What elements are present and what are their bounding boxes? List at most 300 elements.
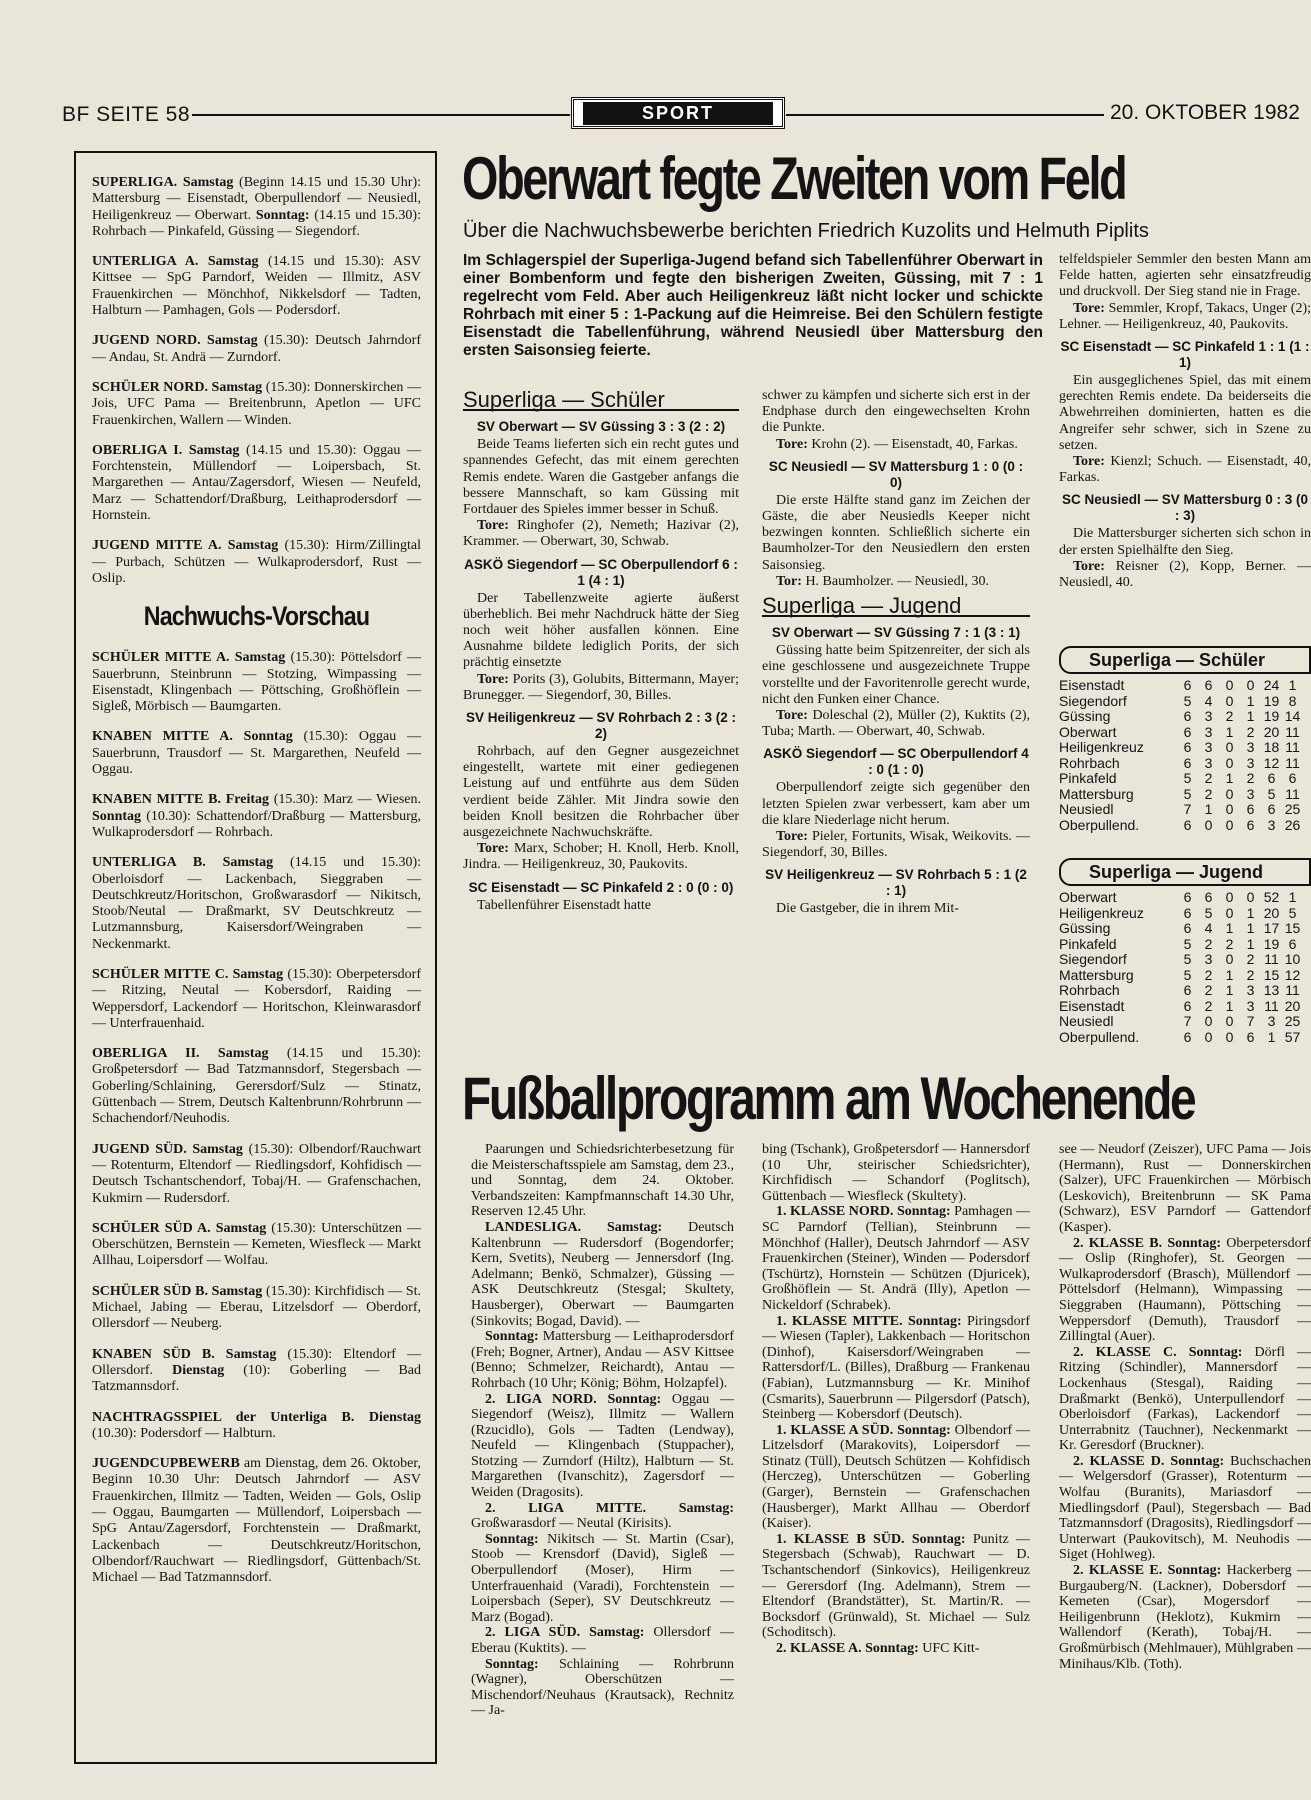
table-cell: 0 bbox=[1225, 785, 1234, 802]
table-cell: 5 bbox=[1183, 951, 1192, 967]
program-paragraph bbox=[471, 1329, 734, 1391]
page-number: BF SEITE 58 bbox=[62, 103, 191, 126]
table-cell: 3 bbox=[1246, 997, 1255, 1014]
match-result: SC Eisenstadt — SC Pinkafeld 1 : 1 (1 : 1) bbox=[1060, 339, 1310, 371]
table-cell: 6 bbox=[1204, 889, 1213, 905]
table-cell: 4 bbox=[1204, 692, 1213, 709]
table-cell: 1 bbox=[1225, 982, 1234, 998]
table-cell: 0 bbox=[1246, 889, 1255, 905]
match-result: SV Heiligenkreuz — SV Rohrbach 5 : 1 (2 : 1) bbox=[765, 867, 1027, 899]
table-cell: 8 bbox=[1288, 692, 1297, 709]
table-cell: 0 bbox=[1225, 904, 1234, 921]
table-team: Mattersburg bbox=[1059, 966, 1134, 983]
scorers-text: H. Baumholzer. — Neusiedl, 30. bbox=[801, 573, 989, 589]
table-cell: 6 bbox=[1183, 1028, 1192, 1045]
program-text: Oggau — Siegendorf (Weisz), Illmitz — Wallern (Rzucidlo), Gols — Tadten (Lendway), Neufeld — Klingenbach (Stuppacher), Stotzing — Zurndorf (Hiltz), Halbturn — St. Margarethen (Ivanschitz), Zagersdorf — Weiden (Dragosits). bbox=[471, 1391, 734, 1501]
table-cell: 5 bbox=[1267, 785, 1276, 802]
fixture-text: (15.30): Eltendorf — Ollersdorf. bbox=[92, 1346, 421, 1378]
table-cell: 1 bbox=[1225, 966, 1234, 983]
table-cell: 1 bbox=[1204, 801, 1213, 817]
table-cell: 0 bbox=[1225, 951, 1234, 967]
table-cell: 6 bbox=[1183, 816, 1192, 833]
table-cell: 0 bbox=[1204, 1028, 1213, 1045]
program-paragraph bbox=[471, 1142, 734, 1220]
match-scorers bbox=[463, 841, 739, 873]
match-result: SC Eisenstadt — SC Pinkafeld 2 : 0 (0 : 0) bbox=[468, 879, 734, 895]
match-report: Die Mattersburger sicherten sich schon in der ersten Spielhälfte den Sieg. bbox=[1059, 526, 1311, 558]
fixture-text: (14.15 und 15.30): Großpetersdorf — Bad Tatzmannsdorf, Stegersbach — Goberling/Schlaining, Gerersdorf/Sulz — Stinatz, Güttenbach — Strem, Deutsch Kaltenbrunn/Rohrbrunn — Schachendorf/Neuhodis. bbox=[92, 1046, 421, 1127]
table-row bbox=[1059, 756, 1311, 772]
fixture-lead: SCHÜLER MITTE A. Samstag bbox=[92, 650, 286, 666]
table-cell: 1 bbox=[1267, 1028, 1276, 1045]
table-jugend-body bbox=[1059, 890, 1311, 1045]
table-team: Oberwart bbox=[1059, 889, 1117, 905]
table-team: Pinkafeld bbox=[1059, 935, 1117, 952]
program-league: 2. LIGA NORD. Sonntag: bbox=[485, 1391, 662, 1407]
table-cell: 1 bbox=[1246, 920, 1255, 936]
fixture-lead: SUPERLIGA. Samstag bbox=[92, 175, 234, 190]
table-schueler-title: Superliga — Schüler bbox=[1059, 646, 1311, 674]
fixture-text: (15.30): Marz — Wiesen. bbox=[269, 792, 421, 808]
program-paragraph bbox=[762, 1314, 1030, 1423]
program-column-1 bbox=[471, 1142, 734, 1772]
scorers-text: Kienzl; Schuch. — Eisenstadt, 40, Farkas. bbox=[1059, 454, 1311, 486]
table-cell: 3 bbox=[1204, 708, 1213, 724]
fixture-lead: Sonntag bbox=[92, 808, 142, 824]
program-text: see — Neudorf (Zeiszer), UFC Pama — Jois (Hermann), Rust — Donnerskirchen (Salzer), UFC Frauenkirchen — Mörbisch (Leskovich), Breitenbrunn — SK Pama (Schwarz), ESV Parndorf — Gattendorf (Kasper). bbox=[1059, 1142, 1311, 1235]
table-cell: 0 bbox=[1225, 801, 1234, 817]
table-jugend-title: Superliga — Jugend bbox=[1059, 858, 1311, 886]
match-result: SV Oberwart — SV Güssing 7 : 1 (3 : 1) bbox=[771, 625, 1021, 641]
table-row bbox=[1059, 1030, 1311, 1046]
fixture-lead: UNTERLIGA B. Samstag bbox=[92, 855, 274, 871]
program-text: Pamhagen — SC Parndorf (Tellian), Steinbrunn — Mönchhof (Haller), Deutsch Jahrndorf — ASV Frauenkirchen (Steiner), Winden — Podersdorf (Tschürtz), Hornstein — Schützen (Djuricek), Großhöflein — St. Andrä (Illy), Apetlon — Nickeldorf (Schrabek). bbox=[762, 1204, 1030, 1313]
table-cell: 3 bbox=[1267, 816, 1276, 833]
table-row bbox=[1059, 1014, 1311, 1030]
match-report: Güssing hatte beim Spitzenreiter, der sich als eine geschlossene und ausgezeichnete Truppe vorstellte und der Favoritenrolle gerecht wurde, nicht den Funken einer Chance. bbox=[762, 643, 1030, 707]
table-cell: 3 bbox=[1204, 739, 1213, 755]
table-cell: 0 bbox=[1225, 889, 1234, 905]
table-cell: 57 bbox=[1284, 1028, 1301, 1045]
table-cell: 1 bbox=[1225, 770, 1234, 786]
match-report: Oberpullendorf zeigte sich gegenüber den letzten Spielen zwar verbessert, kam aber um die klare Niederlage nicht herum. bbox=[762, 780, 1030, 828]
program-league: 2. LIGA SÜD. Samstag: bbox=[485, 1625, 645, 1641]
column-2-body-a bbox=[762, 388, 1030, 590]
table-cell: 3 bbox=[1204, 951, 1213, 967]
fixture-lead: KNABEN SÜD B. Samstag bbox=[92, 1346, 277, 1362]
program-league: 1. KLASSE B SÜD. Sonntag: bbox=[776, 1531, 966, 1547]
program-text: bing (Tschank), Großpetersdorf — Hannersdorf (10 Uhr, steirischer Schiedsrichter), Kirchfidisch — Schandorf (Poglitsch), Güttenbach — Wiesfleck (Skultety). bbox=[762, 1142, 1030, 1204]
table-row bbox=[1059, 937, 1311, 953]
table-cell: 7 bbox=[1183, 801, 1192, 817]
program-paragraph bbox=[762, 1142, 1030, 1204]
table-cell: 20 bbox=[1263, 904, 1280, 921]
table-row bbox=[1059, 725, 1311, 741]
table-cell: 1 bbox=[1225, 920, 1234, 936]
sidebar-fixtures bbox=[92, 175, 421, 587]
program-text: Paarungen und Schiedsrichterbesetzung für die Meisterschaftsspiele am Samstag, dem 23., und Sonntag, dem 24. Oktober. Verbandszeiten: Kampfmannschaft 14.30 Uhr, Reserven 12.45 Uhr. bbox=[471, 1142, 734, 1220]
match-result: SV Oberwart — SV Güssing 3 : 3 (2 : 2) bbox=[476, 419, 726, 435]
table-cell: 0 bbox=[1225, 692, 1234, 709]
program-paragraph bbox=[762, 1204, 1030, 1313]
table-cell: 6 bbox=[1288, 935, 1297, 952]
table-cell: 3 bbox=[1267, 1013, 1276, 1029]
fixture-text: am Dienstag, dem 26. Oktober, Beginn 10.30 Uhr: Deutsch Jahrndorf — ASV Frauenkirchen, Illmitz — Tadten, Weiden — Gols, Oslip — Oggau, Baumgarten — Müllendorf, Loipersbach — SpG Antau/Zagersdorf, Forchtenstein — Draßmarkt, Lackenbach — Deutschkreutz/Horitschon, Olbendorf/Rauchwart — Riedlingsdorf, Güttenbach/St. Michael — Bad Tatzmannsdorf. bbox=[92, 1456, 421, 1586]
fixture-lead: SCHÜLER SÜD A. Samstag bbox=[92, 1220, 267, 1236]
table-cell: 1 bbox=[1246, 935, 1255, 952]
program-paragraph bbox=[471, 1532, 734, 1626]
match-report: Ein ausgeglichenes Spiel, das mit einem gerechten Remis endete. Da beiderseits die Abwehrreihen dominierten, hatten es die Angreifer sehr schwer, sich in Szene zu setzen. bbox=[1059, 373, 1311, 453]
program-text: Mattersburg — Leithaprodersdorf (Freh; Bogner, Artner), Andau — ASV Kittsee (Benno; Schmelzer, Reichardt), Antau — Rohrbach (10 Uhr; König; Böhm, Holzapfel). bbox=[471, 1329, 734, 1391]
fixture-text: (14.15 und 15.30): ASV Kittsee — SpG Parndorf, Weiden — Illmitz, ASV Frauenkirchen — Mönchhof, Nikkelsdorf — Tadten, Halbturn — Pamhagen, Gols — Podersdorf. bbox=[92, 254, 422, 319]
table-cell: 2 bbox=[1246, 723, 1255, 740]
table-cell: 2 bbox=[1246, 966, 1255, 983]
program-paragraph bbox=[471, 1625, 734, 1656]
fixture-lead: JUGEND NORD. Samstag bbox=[92, 333, 258, 349]
table-cell: 3 bbox=[1246, 785, 1255, 802]
table-team: Siegendorf bbox=[1059, 951, 1127, 967]
table-cell: 6 bbox=[1183, 677, 1192, 693]
column-1-body bbox=[463, 419, 739, 914]
fixture-text: (15.30): Oberpetersdorf — Ritzing, Neutal — Kobersdorf, Raiding — Weppersdorf, Lackendorf — Horitschon, Kleinwarasdorf — Unterfrauenhaid. bbox=[92, 966, 421, 1031]
program-league: 2. LIGA MITTE. Samstag: bbox=[485, 1500, 734, 1516]
program-column-2-body bbox=[762, 1142, 1030, 1657]
table-cell: 2 bbox=[1246, 770, 1255, 786]
table-cell: 7 bbox=[1183, 1013, 1192, 1029]
match-result: ASKÖ Siegendorf — SC Oberpullendorf 6 : 1 (4 : 1) bbox=[464, 556, 738, 588]
table-cell: 0 bbox=[1225, 754, 1234, 771]
program-league: 2. KLASSE C. Sonntag: bbox=[1073, 1344, 1243, 1360]
table-cell: 25 bbox=[1284, 1013, 1301, 1029]
table-cell: 15 bbox=[1284, 920, 1301, 936]
table-cell: 2 bbox=[1204, 982, 1213, 998]
match-report: telfeldspieler Semmler den besten Mann am Felde hatten, agierten sehr einsatzfreudig und druckvoll. Der Sieg stand nie in Frage. bbox=[1059, 252, 1311, 300]
table-row bbox=[1059, 787, 1311, 803]
program-text: Nikitsch — St. Martin (Csar), Stoob — Krensdorf (David), Sigleß — Oberpullendorf (Moser), Hirm — Unterfrauenhaid (Varadi), Forchtenstein — Loipersbach (Seper), SV Deutschkreutz — Marz (Bogad). bbox=[471, 1531, 734, 1625]
table-cell: 1 bbox=[1288, 677, 1297, 693]
table-cell: 1 bbox=[1225, 723, 1234, 740]
table-cell: 6 bbox=[1183, 754, 1192, 771]
table-cell: 11 bbox=[1285, 723, 1300, 740]
table-team: Heiligenkreuz bbox=[1059, 739, 1144, 755]
program-text: Großwarasdorf — Neutal (Kirisits). bbox=[471, 1516, 672, 1532]
table-row bbox=[1059, 694, 1311, 710]
fixture-lead: OBERLIGA II. Samstag bbox=[92, 1046, 269, 1062]
match-scorers bbox=[463, 672, 739, 704]
program-league: Sonntag: bbox=[485, 1531, 539, 1547]
program-league: 2. KLASSE E. Sonntag: bbox=[1073, 1563, 1222, 1579]
table-team: Oberpullend. bbox=[1059, 1028, 1140, 1045]
program-text: Dörfl — Ritzing (Schindler), Mannersdorf — Lockenhaus (Stesgal), Raiding — Draßmarkt (Benkö), Unterpullendorf — Oberloisdorf (Farkas), Lackendorf — Unterrabnitz (Tauchner), Neckenmarkt — Kr. Geresdorf (Bruckner). bbox=[1059, 1344, 1311, 1454]
fixture-text: (15.30): Deutsch Jahrndorf — Andau, St. Andrä — Zurndorf. bbox=[92, 333, 421, 365]
table-cell: 1 bbox=[1246, 904, 1255, 921]
match-report: Der Tabellenzweite agierte äußerst überheblich. Bei mehr Nachdruck hätte der Sieg noch weit höher ausfallen können. Eine Ausnahme bildete lediglich Porits, der sich prächtig einsetzte bbox=[463, 590, 739, 671]
table-cell: 6 bbox=[1183, 708, 1192, 724]
table-cell: 6 bbox=[1288, 770, 1297, 786]
sidebar-youth-fixture-8 bbox=[92, 1284, 421, 1333]
table-cell: 52 bbox=[1263, 889, 1280, 905]
sidebar-youth-fixture-10 bbox=[92, 1410, 421, 1443]
program-paragraph bbox=[762, 1532, 1030, 1641]
table-cell: 11 bbox=[1285, 739, 1300, 755]
table-cell: 26 bbox=[1284, 816, 1301, 833]
table-cell: 6 bbox=[1183, 920, 1192, 936]
program-text: Buchschachen — Welgersdorf (Grasser), Rotenturm — Wolfau (Buranits), Mariasdorf — Miedlingsdorf (Paul), Stegersbach — Bad Tatzmannsdorf (Dragosits), Riedlingsdorf — Unterwart (Paukovitsch), M. Neuhodis — Siget (Hohlweg). bbox=[1059, 1453, 1311, 1563]
scorers-text: Porits (3), Golubits, Bittermann, Mayer; Brunegger. — Siegendorf, 30, Billes. bbox=[463, 671, 739, 703]
match-report: Beide Teams lieferten sich ein recht gutes und spannendes Gefecht, das mit einem gerechten Remis endete. Waren die Gastgeber anfangs die bessere Mannschaft, so kam Güssing mit Fortdauer des Spieles immer besser in Schuß. bbox=[463, 437, 739, 518]
table-cell: 0 bbox=[1204, 1013, 1213, 1029]
table-row bbox=[1059, 740, 1311, 756]
program-league: LANDESLIGA. Samstag: bbox=[485, 1219, 663, 1235]
table-cell: 10 bbox=[1284, 951, 1301, 967]
scorers-text: Semmler, Kropf, Takacs, Unger (2); Lehner. — Heiligenkreuz, 40, Paukovits. bbox=[1059, 300, 1311, 332]
fixture-text: (10): Goberling — Bad Tatzmannsdorf. bbox=[92, 1362, 422, 1395]
section-title-schueler: Superliga — Schüler bbox=[463, 392, 739, 411]
table-schueler-body bbox=[1059, 678, 1311, 833]
match-result: ASKÖ Siegendorf — SC Oberpullendorf 4 : 0 (1 : 0) bbox=[763, 746, 1029, 778]
table-cell: 6 bbox=[1183, 739, 1192, 755]
fixture-lead: SCHÜLER SÜD B. Samstag bbox=[92, 1283, 263, 1299]
program-text: Hackerberg — Burgauberg/N. (Lackner), Dobersdorf — Kemeten (Csar), Mogersdorf — Heiligenbrunn (Heklotz), Kukmirn — Wallendorf (Kerath), Tobaj/H. — Großmürbisch (Mehlmauer), Mühlgraben — Minihaus/Klb. (Toth). bbox=[1059, 1563, 1311, 1672]
program-text: Olbendorf — Litzelsdorf (Marakovits), Loipersdorf — Stinatz (Tüll), Deutsch Schützen — Kohfidisch (Herczeg), Unterschützen — Goberling (Garger), Bernstein — Grafenschachen (Hausberger), Markt Allhau — Oberdorf (Kaiser). bbox=[762, 1422, 1030, 1532]
fixture-lead: KNABEN MITTE B. Freitag bbox=[92, 792, 269, 808]
table-row bbox=[1059, 818, 1311, 834]
table-row bbox=[1059, 890, 1311, 906]
table-cell: 1 bbox=[1225, 997, 1234, 1014]
table-cell: 2 bbox=[1204, 966, 1213, 983]
fixture-text: (14.15 und 15.30): Oberloisdorf — Lackenbach, Sieggraben — Deutschkreutz/Horitschon, Großwarasdorf — Nikitsch, Stoob/Neutal — Draßmarkt, SV Deutschkreutz — Lutzmannsburg, Kaisersdorf/Weingraben — Neckenmarkt. bbox=[92, 855, 422, 952]
table-cell: 6 bbox=[1183, 723, 1192, 740]
scorers-label: Tore: bbox=[477, 671, 509, 687]
sidebar-fixture-2 bbox=[92, 333, 421, 366]
match-scorers bbox=[762, 708, 1030, 740]
table-cell: 15 bbox=[1263, 966, 1280, 983]
table-cell: 6 bbox=[1246, 1028, 1255, 1045]
table-cell: 17 bbox=[1263, 920, 1280, 936]
program-text: Deutsch Kaltenbrunn — Rudersdorf (Bogendorfer; Kern, Svetits), Neuberg — Jennersdorf (Ing. Adelmann; Benkö, Schmalzer), Güssing — ASK Deutschkreutz (Stesgal; Skultety, Hausberger), Oberwart — Baumgarten (Sinkovits; Bogad, David). — bbox=[471, 1219, 734, 1329]
sidebar-fixture-1 bbox=[92, 254, 421, 319]
sidebar-fixture-0 bbox=[92, 175, 421, 240]
scorers-label: Tore: bbox=[477, 841, 509, 857]
program-text: Piringsdorf — Wiesen (Tapler), Lakkenbach — Horitschon (Dinhof), Kaisersdorf/Weingraben — Rattersdorf/L. (Billes), Draßburg — Frankenau (Fabian), Lutzmannsburg — Kr. Minihof (Csmarits), Sauerbrunn — Pilgersdorf (Patsch), Steinberg — Kobersdorf (Deutsch). bbox=[762, 1313, 1030, 1423]
program-column-2 bbox=[762, 1142, 1030, 1772]
table-cell: 5 bbox=[1183, 770, 1192, 786]
table-cell: 2 bbox=[1225, 708, 1234, 724]
scorers-label: Tore: bbox=[1073, 454, 1105, 470]
scorers-label: Tore: bbox=[477, 518, 509, 534]
table-schueler bbox=[1059, 646, 1311, 833]
sidebar-fixture-4 bbox=[92, 443, 421, 524]
table-row bbox=[1059, 709, 1311, 725]
section-label: SPORT bbox=[583, 102, 773, 125]
sidebar-youth-fixture-1 bbox=[92, 729, 421, 778]
sidebar-heading: Nachwuchs-Vorschau bbox=[143, 601, 370, 632]
fixture-lead: JUGEND MITTE A. Samstag bbox=[92, 538, 279, 554]
column-3-body bbox=[1059, 252, 1311, 591]
sidebar-youth-fixture-3 bbox=[92, 855, 421, 953]
match-result: SC Neusiedl — SV Mattersburg 0 : 3 (0 : 3) bbox=[1061, 492, 1309, 524]
table-cell: 2 bbox=[1225, 935, 1234, 952]
match-result: SC Neusiedl — SV Mattersburg 1 : 0 (0 : 0) bbox=[768, 458, 1024, 490]
match-scorers bbox=[762, 829, 1030, 861]
fixture-text: (15.30): Oggau — Sauerbrunn, Trausdorf — St. Margarethen, Neufeld — Oggau. bbox=[92, 729, 421, 778]
table-cell: 25 bbox=[1284, 801, 1301, 817]
match-scorers bbox=[1059, 559, 1311, 591]
match-report: Die erste Hälfte stand ganz im Zeichen der Gäste, die aber Neusiedls Keeper nicht bezwingen konnten. Schließlich sicherte ein Baumholzer-Tor den Neusiedlern den ersten Saisonsieg. bbox=[762, 492, 1030, 573]
match-scorers bbox=[762, 437, 1030, 453]
program-league: Sonntag: bbox=[485, 1656, 539, 1672]
table-cell: 5 bbox=[1183, 966, 1192, 983]
program-paragraph bbox=[471, 1220, 734, 1329]
sidebar-fixture-5 bbox=[92, 538, 421, 587]
table-team: Rohrbach bbox=[1059, 982, 1120, 998]
program-text: UFC Kitt- bbox=[918, 1641, 980, 1656]
article-column-2 bbox=[762, 388, 1030, 1058]
program-text: Punitz — Stegersbach (Schwab), Rauchwart — D. Tschantschendorf (Sinkovics), Heiligenkreuz — Gerersdorf (Ing. Adelmann), Strem — Eltendorf (Brandstätter), St. Martin/R. — Bocksdorf (Grünwald), St. Michael — Sulz (Schoditsch). bbox=[762, 1531, 1030, 1641]
fixtures-sidebar bbox=[74, 151, 437, 1764]
sidebar-youth-fixture-11 bbox=[92, 1456, 421, 1586]
table-row bbox=[1059, 906, 1311, 922]
table-cell: 5 bbox=[1183, 785, 1192, 802]
fixture-text: (10.30): Schattendorf/Draßburg — Mattersburg, Wulkaprodersdorf — Rohrbach. bbox=[92, 808, 421, 840]
table-cell: 2 bbox=[1204, 785, 1213, 802]
sidebar-youth-fixture-2 bbox=[92, 792, 421, 841]
scorers-label: Tor: bbox=[776, 573, 802, 589]
fixture-lead: OBERLIGA I. Samstag bbox=[92, 442, 240, 458]
program-paragraph bbox=[1059, 1236, 1311, 1345]
match-report: Tabellenführer Eisenstadt hatte bbox=[477, 897, 651, 913]
table-cell: 5 bbox=[1204, 904, 1213, 921]
fixture-lead: SCHÜLER NORD. Samstag bbox=[92, 379, 263, 395]
fixture-lead: Dienstag bbox=[172, 1362, 225, 1378]
article-headline: Oberwart fegte Zweiten vom Feld bbox=[462, 145, 1126, 212]
section-title-jugend: Superliga — Jugend bbox=[762, 598, 1030, 617]
table-cell: 19 bbox=[1263, 692, 1280, 709]
article-column-1 bbox=[463, 388, 739, 1058]
table-cell: 0 bbox=[1225, 1013, 1234, 1029]
table-row bbox=[1059, 678, 1311, 694]
column-2-body-b bbox=[762, 625, 1030, 917]
program-paragraph bbox=[471, 1392, 734, 1501]
table-cell: 13 bbox=[1263, 982, 1280, 998]
article-lead: Im Schlagerspiel der Superliga-Jugend befand sich Tabellenführer Oberwart in einer Bombenform und fegte den bisherigen Zweiten, Güssing, mit 7 : 1 regelrecht vom Feld. Aber auch Heiligenkreuz läßt nicht locker und schickte Rohrbach mit einer 5 : 1-Packung auf die Heimreise. Bei den Schülern festigte Eisenstadt die Tabellenführung, während Neusiedl über Mattersburg den ersten Saisonsieg feierte. bbox=[463, 252, 1043, 359]
table-cell: 11 bbox=[1285, 754, 1300, 771]
program-league: 1. KLASSE A SÜD. Sonntag: bbox=[776, 1422, 951, 1438]
table-cell: 3 bbox=[1246, 739, 1255, 755]
table-cell: 6 bbox=[1246, 816, 1255, 833]
fixture-text: (Beginn 14.15 und 15.30 Uhr): Mattersburg — Eisenstadt, Oberpullendorf — Neusiedl, Heiligenkreuz — Oberwart. bbox=[92, 175, 421, 223]
table-cell: 24 bbox=[1263, 677, 1280, 693]
fixture-text: (15.30): Unterschützen — Oberschützen, Bernstein — Kemeten, Wiesfleck — Markt Allhau, Loipersdorf — Wolfau. bbox=[92, 1220, 421, 1269]
match-report: Die Gastgeber, die in ihrem Mit- bbox=[776, 901, 959, 917]
table-cell: 5 bbox=[1183, 692, 1192, 709]
table-cell: 3 bbox=[1246, 982, 1255, 998]
table-cell: 5 bbox=[1288, 904, 1297, 921]
table-cell: 14 bbox=[1284, 708, 1301, 724]
table-cell: 2 bbox=[1204, 935, 1213, 952]
table-row bbox=[1059, 983, 1311, 999]
sidebar-youth-fixtures bbox=[92, 650, 421, 1586]
table-cell: 6 bbox=[1246, 801, 1255, 817]
table-team: Oberwart bbox=[1059, 723, 1117, 740]
fixture-lead: NACHTRAGSSPIEL der Unterliga B. Dienstag bbox=[92, 1409, 421, 1425]
sidebar-youth-fixture-5 bbox=[92, 1046, 421, 1127]
scorers-text: Reisner (2), Kopp, Berner. — Neusiedl, 40. bbox=[1059, 558, 1311, 591]
table-row bbox=[1059, 921, 1311, 937]
sidebar-fixture-3 bbox=[92, 380, 421, 429]
program-league: Sonntag: bbox=[485, 1329, 539, 1345]
scorers-label: Tore: bbox=[776, 829, 808, 845]
table-team: Oberpullend. bbox=[1059, 816, 1140, 833]
sidebar-youth-fixture-4 bbox=[92, 967, 421, 1032]
header-rule-right bbox=[786, 114, 1104, 116]
table-jugend bbox=[1059, 858, 1311, 1045]
table-cell: 3 bbox=[1204, 723, 1213, 740]
table-cell: 6 bbox=[1267, 801, 1276, 817]
fixture-text: (14.15 und 15.30): Rohrbach — Pinkafeld, Güssing — Siegendorf. bbox=[92, 207, 421, 239]
table-team: Pinkafeld bbox=[1059, 770, 1117, 786]
table-cell: 11 bbox=[1285, 785, 1300, 802]
match-report: schwer zu kämpfen und sicherte sich erst in der Endphase durch den eingewechselten Krohn die Punkte. bbox=[762, 388, 1030, 436]
table-cell: 20 bbox=[1263, 723, 1280, 740]
table-cell: 0 bbox=[1225, 816, 1234, 833]
program-league: 1. KLASSE NORD. Sonntag: bbox=[776, 1204, 951, 1220]
table-cell: 6 bbox=[1183, 982, 1192, 998]
fixture-text: (15.30): Kirchfidisch — St. Michael, Jabing — Eberau, Litzelsdorf — Oberdorf, Ollersdorf — Neuberg. bbox=[92, 1283, 421, 1332]
match-scorers bbox=[1059, 301, 1311, 333]
table-row bbox=[1059, 802, 1311, 818]
program-league: 2. KLASSE B. Sonntag: bbox=[1073, 1235, 1221, 1251]
table-cell: 11 bbox=[1285, 982, 1300, 998]
table-team: Siegendorf bbox=[1059, 692, 1127, 709]
fixture-text: (15.30): Donnerskirchen — Jois, UFC Pama — Breitenbrunn, Apetlon — UFC Frauenkirchen, Wallern — Winden. bbox=[92, 379, 421, 428]
table-team: Eisenstadt bbox=[1059, 997, 1125, 1014]
scorers-text: Doleschal (2), Müller (2), Kuktits (2), Tuba; Marth. — Oberwart, 40, Schwab. bbox=[762, 708, 1030, 740]
match-scorers bbox=[1059, 454, 1311, 486]
table-row bbox=[1059, 952, 1311, 968]
table-team: Güssing bbox=[1059, 708, 1111, 724]
fixture-lead: SCHÜLER MITTE C. Samstag bbox=[92, 966, 284, 982]
match-scorers bbox=[463, 518, 739, 550]
table-cell: 6 bbox=[1267, 770, 1276, 786]
table-cell: 6 bbox=[1183, 904, 1192, 921]
sidebar-youth-fixture-7 bbox=[92, 1221, 421, 1270]
scorers-text: Krohn (2). — Eisenstadt, 40, Farkas. bbox=[807, 436, 1018, 452]
table-row bbox=[1059, 968, 1311, 984]
program-league: 1. KLASSE MITTE. Sonntag: bbox=[776, 1313, 962, 1329]
table-cell: 6 bbox=[1183, 889, 1192, 905]
program-paragraph bbox=[1059, 1454, 1311, 1563]
table-cell: 1 bbox=[1288, 889, 1297, 905]
fixture-text: (15.30): Olbendorf/Rauchwart — Rotenturm, Eltendorf — Riedlingsdorf, Kohfidisch — Deutsch Tschantschendorf, Tobaj/H. — Grafenschachen, Kukmirn — Rudersdorf. bbox=[92, 1141, 421, 1206]
program-column-3 bbox=[1059, 1142, 1311, 1772]
fixture-text: (14.15 und 15.30): Oggau — Forchtenstein, Müllendorf — Loipersbach, St. Margarethen — Antau/Zagersdorf, Wiesen — Neufeld, Marz — Schattendorf/Draßburg, Leithaprodersdorf — Hornstein. bbox=[92, 442, 421, 524]
program-column-3-body bbox=[1059, 1142, 1311, 1672]
program-league: 2. KLASSE D. Sonntag: bbox=[1073, 1453, 1225, 1469]
program-column-1-body bbox=[471, 1142, 734, 1719]
fixture-lead: JUGENDCUPBEWERB bbox=[92, 1456, 240, 1472]
match-scorers bbox=[762, 574, 1030, 590]
table-cell: 0 bbox=[1225, 739, 1234, 755]
table-cell: 11 bbox=[1264, 951, 1279, 967]
table-cell: 3 bbox=[1204, 754, 1213, 771]
scorers-text: Pieler, Fortunits, Wisak, Weikovits. — Siegendorf, 30, Billes. bbox=[762, 829, 1030, 861]
article-subheadline: Über die Nachwuchsbewerbe berichten Friedrich Kuzolits und Helmuth Piplits bbox=[463, 220, 1149, 242]
scorers-label: Tore: bbox=[1073, 558, 1105, 574]
table-cell: 0 bbox=[1225, 1028, 1234, 1045]
table-team: Güssing bbox=[1059, 920, 1111, 936]
match-report: Rohrbach, auf den Gegner ausgezeichnet eingestellt, wartete mit einer gediegenen Leistung auf und entführte aus dem Süden verdient beide Zähler. Mit Jindra sowie den beiden Knoll besitzen die Rohrbacher über ausgezeichnete Nachwuchskräfte. bbox=[463, 744, 739, 841]
